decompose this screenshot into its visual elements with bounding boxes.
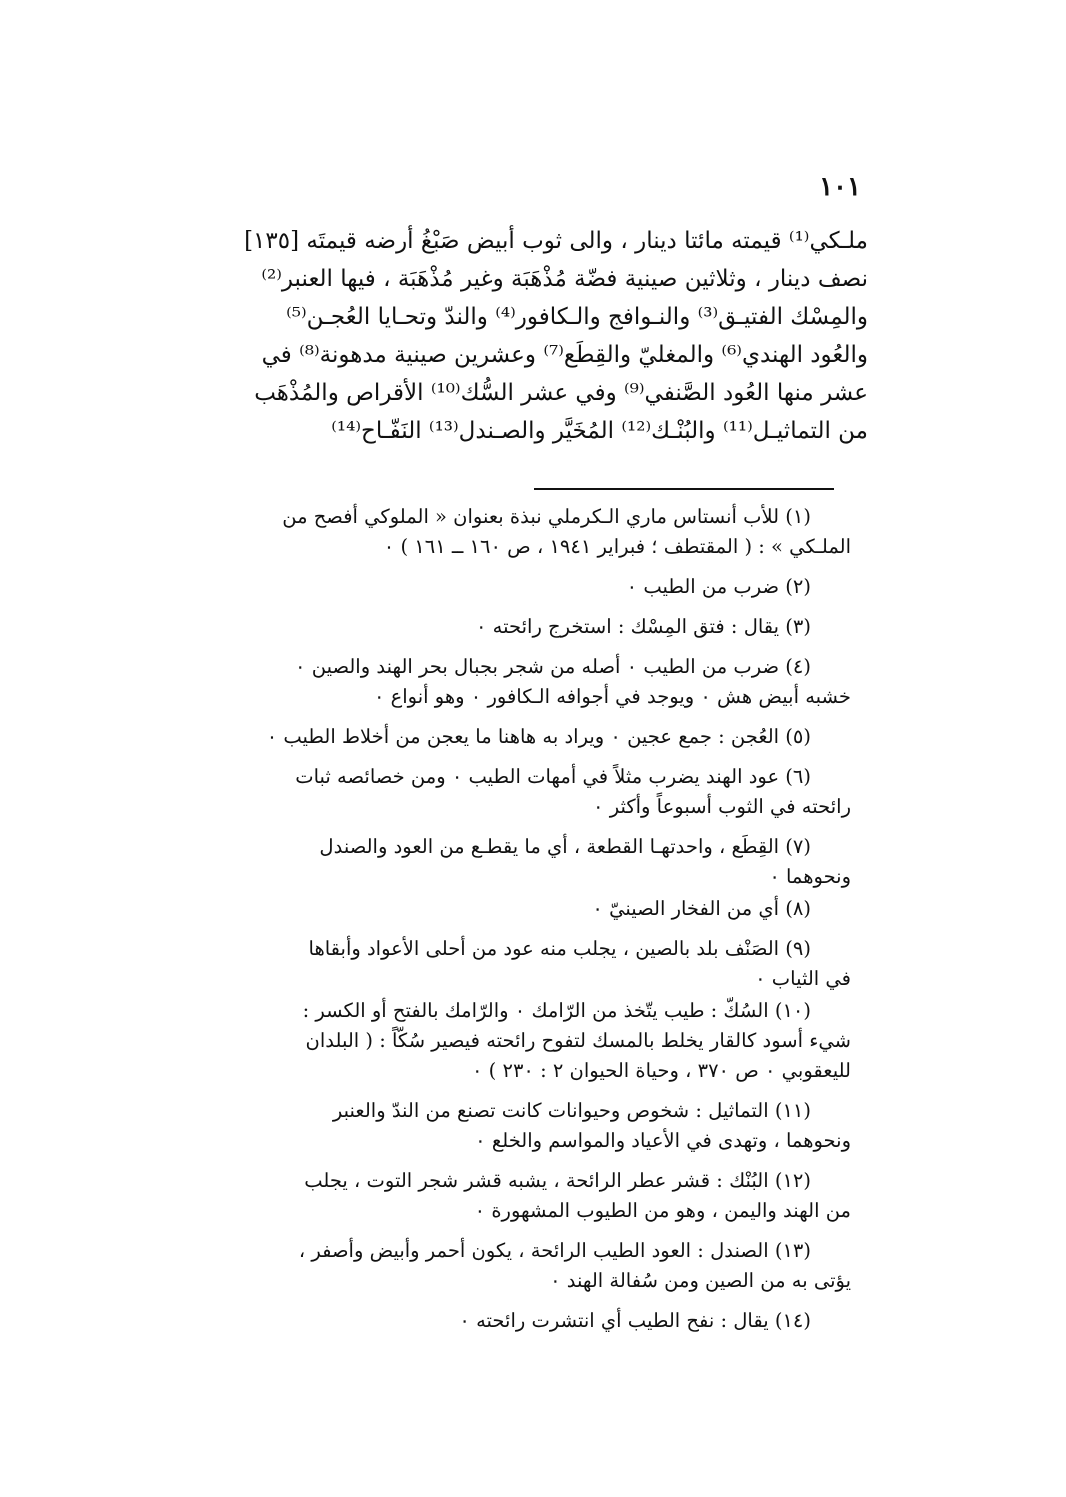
- footnote-first-line: (٨) أي من الفخار الصينيّ ٠: [592, 897, 811, 920]
- footnote-continuation-line: شيء أسود كالقار يخلط بالمسك لتفوح رائحته فيصير سُكّاً : ( البلدان: [305, 1029, 851, 1052]
- footnote-first-line: (١٠) السُكّ : طيب يتّخذ من الرّامك ٠ والرّامك بالفتح أو الكسر :: [302, 999, 811, 1022]
- footnote-continuation-line: رائحته في الثوب أسبوعاً وأكثر ٠: [593, 795, 851, 818]
- main-text-line: من التماثيـل⁽¹¹⁾ والبُنْـك⁽¹²⁾ المُخَيَّر والصـندل⁽¹³⁾ النَفّـاح⁽¹⁴⁾: [331, 418, 868, 444]
- footnote-first-line: (١١) التماثيل : شخوص وحيوانات كانت تصنع من الندّ والعنبر: [332, 1099, 811, 1122]
- footnote-11: [223, 1096, 851, 1156]
- main-text-line: والمِسْك الفتيـق⁽³⁾ والنـوافج والـكافور⁽⁴⁾ والندّ وتحـايا العُجـن⁽⁵⁾: [286, 304, 868, 330]
- footnote-1: [223, 502, 851, 562]
- footnote-first-line: (٣) يقال : فتق المِسْك : استخرج رائحته ٠: [475, 615, 811, 638]
- footnote-first-line: (١٢) البُنْك : قشر عطر الرائحة ، يشبه قشر شجر التوت ، يجلب: [304, 1169, 811, 1192]
- main-text-line: نصف دينار ، وثلاثين صينية فضّة مُذْهَبَة وغير مُذْهَبَة ، فيها العنبر⁽²⁾: [261, 266, 868, 292]
- main-text-line: ملـكي⁽¹⁾ قيمته مائتا دينار ، والى ثوب أبيض صَبْغُ أرضه قيمتَه [١٣٥]: [244, 228, 868, 254]
- footnote-2: [223, 572, 851, 602]
- footnote-first-line: (١) للأب أنستاس ماري الـكرملي نبذة بعنوان « الملوكي أفصح من: [282, 505, 811, 528]
- footnote-continuation-line: الملـكي » : ( المقتطف ؛ فبراير ١٩٤١ ، ص ١٦٠ ــ ١٦١ ) ٠: [383, 535, 851, 558]
- footnote-6: [223, 762, 851, 822]
- footnote-3: [223, 612, 851, 642]
- footnote-4: [223, 652, 851, 712]
- footnote-10: [223, 996, 851, 1086]
- footnote-9: [223, 934, 851, 994]
- footnote-continuation-line: من الهند واليمن ، وهو من الطيوب المشهورة ٠: [474, 1199, 851, 1222]
- footnote-first-line: (١٣) الصندل : العود الطيب الرائحة ، يكون أحمر وأبيض وأصفر ،: [298, 1239, 811, 1262]
- footnote-continuation-line: في الثياب ٠: [755, 967, 851, 990]
- footnote-continuation-line: ونحوهما ٠: [769, 865, 851, 888]
- footnote-divider: [534, 488, 834, 490]
- page-number: ١٠١: [819, 172, 861, 202]
- footnote-13: [223, 1236, 851, 1296]
- footnote-5: [223, 722, 851, 752]
- footnote-continuation-line: خشبه أبيض هش ٠ ويوجد في أجوافه الـكافور ٠ وهو أنواع ٠: [373, 685, 851, 708]
- footnote-continuation-line: ونحوهما ، وتهدى في الأعياد والمواسم والخلع ٠: [475, 1129, 851, 1152]
- footnote-8: [223, 894, 851, 924]
- footnote-continuation-line: لليعقوبي ٠ ص ٣٧٠ ، وحياة الحيوان ٢ : ٢٣٠ ) ٠: [471, 1059, 851, 1082]
- footnote-12: [223, 1166, 851, 1226]
- footnote-14: [223, 1306, 851, 1336]
- footnote-first-line: (٧) القِطَع ، واحدتهـا القطعة ، أي ما يقطـع من العود والصندل: [319, 835, 811, 858]
- footnote-first-line: (٦) عود الهند يضرب مثلاً في أمهات الطيب ٠ ومن خصائصه ثبات: [295, 765, 811, 788]
- footnote-7: [223, 832, 851, 892]
- footnote-first-line: (٢) ضرب من الطيب ٠: [626, 575, 811, 598]
- footnote-continuation-line: يؤتى به من الصين ومن سُفالة الهند ٠: [550, 1269, 851, 1292]
- main-text-line: عشر منها العُود الصَّنفي⁽⁹⁾ وفي عشر السُّك⁽¹⁰⁾ الأقراص والمُذْهَب: [254, 380, 868, 406]
- main-text-line: والعُود الهندي⁽⁶⁾ والمغليّ والقِطَع⁽⁷⁾ وعشرين صينية مدهونة⁽⁸⁾ في: [261, 342, 868, 368]
- footnote-first-line: (٤) ضرب من الطيب ٠ أصله من شجر بجبال بحر الهند والصين ٠: [295, 655, 811, 678]
- main-text-block: [203, 222, 868, 450]
- footnote-first-line: (٥) العُجن : جمع عجين ٠ ويراد به هاهنا ما يعجن من أخلاط الطيب ٠: [266, 725, 811, 748]
- footnote-first-line: (٩) الصَنْف بلد بالصين ، يجلب منه عود من أحلى الأعواد وأبقاها: [308, 937, 811, 960]
- footnote-first-line: (١٤) يقال : نفح الطيب أي انتشرت رائحته ٠: [459, 1309, 811, 1332]
- footnotes-block: [223, 502, 851, 1346]
